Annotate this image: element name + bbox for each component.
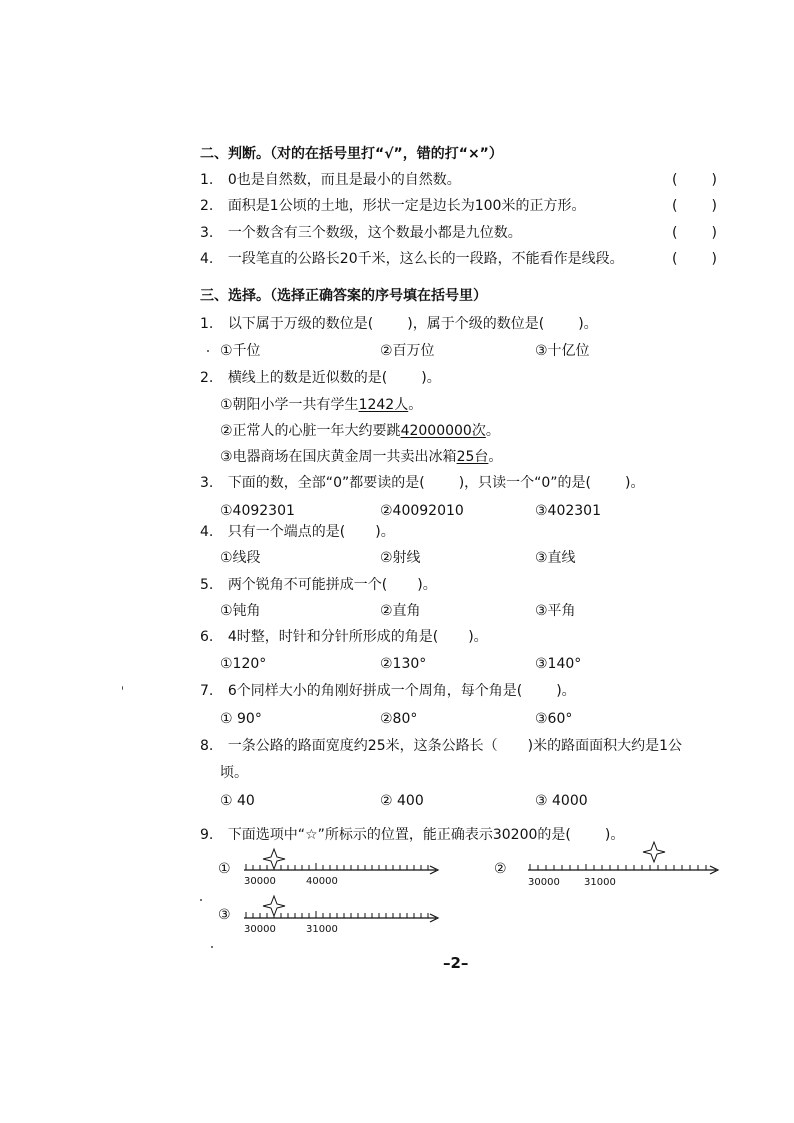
question-4: 4. 只有一个端点的是( )。	[200, 524, 395, 540]
page-number: –2–	[443, 954, 469, 972]
number-line-3	[240, 894, 450, 938]
question-8: 8. 一条公路的路面宽度约25米，这条公路长（ )米的路面面积大约是1公	[200, 738, 683, 754]
start-label: 30000	[244, 876, 276, 887]
answer-paren[interactable]: ( )	[672, 225, 717, 241]
option-mark-1[interactable]: ①	[218, 861, 231, 877]
option-1[interactable]: ①钝角	[220, 603, 261, 619]
number-line-2	[524, 840, 724, 890]
scan-speck	[211, 946, 213, 948]
item-text: 0也是自然数，而且是最小的自然数。	[227, 172, 461, 188]
option-3[interactable]: ③402301	[535, 503, 601, 519]
star-marker-icon	[263, 849, 285, 869]
item-number: 4.	[200, 251, 214, 267]
start-label: 30000	[244, 924, 276, 935]
section2-title: 二、判断。（对的在括号里打“√”，错的打“×”）	[200, 146, 503, 162]
option-1[interactable]: ①120°	[220, 656, 267, 672]
star-marker-icon	[263, 896, 285, 916]
option-2[interactable]: ②80°	[380, 711, 418, 727]
option-2[interactable]: ②40092010	[380, 503, 464, 519]
option-1[interactable]: ① 40	[220, 793, 255, 809]
question-6: 6. 4时整，时针和分针所形成的角是( )。	[200, 629, 488, 645]
option-mark-2[interactable]: ②	[494, 861, 507, 877]
section3-title: 三、选择。（选择正确答案的序号填在括号里）	[200, 288, 487, 304]
option-3[interactable]: ③60°	[535, 711, 573, 727]
option-1[interactable]: ①4092301	[220, 503, 295, 519]
question-7: 7. 6个同样大小的角刚好拼成一个周角，每个角是( )。	[200, 683, 576, 699]
end-label: 31000	[306, 924, 338, 935]
question-3: 3. 下面的数，全部“0”都要读的是( )，只读一个“0”的是( )。	[200, 475, 645, 491]
option-2[interactable]: ② 400	[380, 793, 424, 809]
judge-item-1	[200, 171, 461, 189]
q2-sub-1: ①朝阳小学一共有学生1242人。	[220, 397, 423, 413]
option-3[interactable]: ③140°	[535, 656, 582, 672]
scan-speck	[200, 899, 202, 901]
answer-paren[interactable]: ( )	[672, 251, 717, 267]
option-1[interactable]: ①线段	[220, 550, 261, 566]
option-2[interactable]: ②直角	[380, 603, 421, 619]
option-2[interactable]: ②百万位	[380, 343, 435, 359]
judge-item-4	[200, 250, 624, 268]
option-1[interactable]: ①千位	[220, 343, 261, 359]
question-5: 5. 两个锐角不可能拼成一个( )。	[200, 577, 437, 593]
item-text: 一段笔直的公路长20千米，这么长的一段路，不能看作是线段。	[227, 251, 624, 267]
judge-item-3	[200, 224, 522, 242]
option-mark-3[interactable]: ③	[218, 907, 231, 923]
item-text: 一个数含有三个数级，这个数最小都是九位数。	[227, 225, 522, 241]
item-number: 3.	[200, 225, 214, 241]
start-label: 30000	[528, 877, 560, 888]
end-label: 31000	[584, 877, 616, 888]
question-2: 2. 横线上的数是近似数的是( )。	[200, 370, 441, 386]
end-label: 40000	[306, 876, 338, 887]
option-3[interactable]: ③ 4000	[535, 793, 588, 809]
item-text: 面积是1公顷的土地，形状一定是边长为100米的正方形。	[227, 198, 586, 214]
option-2[interactable]: ②130°	[380, 656, 427, 672]
question-1: 1. 以下属于万级的数位是( )，属于个级的数位是( )。	[200, 316, 598, 332]
number-line-1	[240, 846, 450, 890]
option-3[interactable]: ③直线	[535, 550, 576, 566]
star-marker-icon	[643, 842, 665, 862]
scan-speck	[122, 686, 123, 690]
option-3[interactable]: ③平角	[535, 603, 576, 619]
question-9: 9. 下面选项中“☆”所标示的位置，能正确表示30200的是( )。	[200, 827, 625, 843]
q2-sub-2: ②正常人的心脏一年大约要跳42000000次。	[220, 423, 500, 439]
option-2[interactable]: ②射线	[380, 550, 421, 566]
item-number: 1.	[200, 172, 214, 188]
answer-paren[interactable]: ( )	[672, 198, 717, 214]
question-8-continued: 顷。	[220, 765, 248, 781]
answer-paren[interactable]: ( )	[672, 172, 717, 188]
option-1[interactable]: ① 90°	[220, 711, 262, 727]
scan-speck	[207, 350, 209, 352]
item-number: 2.	[200, 198, 214, 214]
judge-item-2	[200, 197, 585, 215]
q2-sub-3: ③电器商场在国庆黄金周一共卖出冰箱25台。	[220, 449, 503, 465]
option-3[interactable]: ③十亿位	[535, 343, 590, 359]
